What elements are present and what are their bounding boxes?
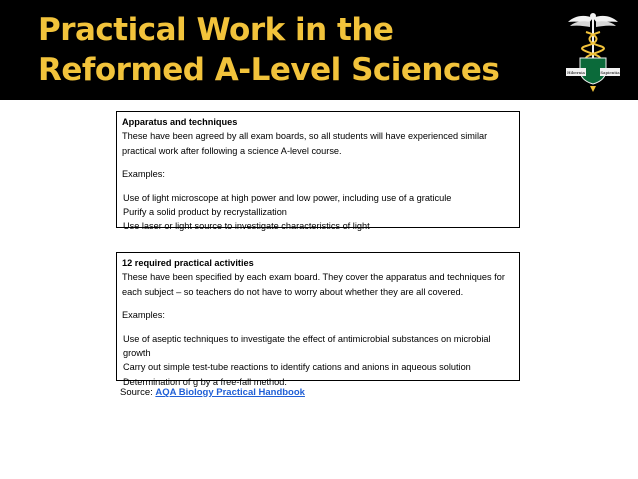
examples-label: Examples: (122, 169, 165, 180)
source-citation (120, 387, 305, 398)
title-bar (0, 0, 638, 100)
box-heading: Apparatus and techniques (122, 117, 238, 127)
list-item: Use laser or light source to investigate characteristics of light (123, 221, 370, 232)
box-heading: 12 required practical activities (122, 258, 254, 268)
list-item: Determination of g by a free-fall method. (123, 376, 287, 387)
examples-list (122, 332, 515, 390)
list-item: Purify a solid product by recrystallization (123, 207, 287, 218)
box-intro: These have been agreed by all exam boards, so all students will have experienced similar practical work after following a science A-level course. (122, 131, 488, 156)
box-intro: These have been specified by each exam board. They cover the apparatus and techniques for each subject – so teachers do not have to worry about whether they are all covered. (122, 272, 505, 297)
crest-logo-icon (560, 8, 626, 94)
required-practicals-box (116, 252, 520, 387)
crest-banner-right: Sapientia (600, 70, 620, 75)
title-line-1: Practical Work in the (38, 12, 394, 48)
source-link[interactable]: AQA Biology Practical Handbook (155, 387, 305, 398)
apparatus-techniques-box (116, 111, 520, 232)
source-label: Source: (120, 387, 156, 398)
title-line-2: Reformed A-Level Sciences (38, 52, 500, 88)
slide-title (38, 10, 499, 90)
examples-label: Examples: (122, 310, 165, 321)
list-item: Use of light microscope at high power and low power, including use of a graticule (123, 192, 452, 203)
examples-list (122, 191, 515, 234)
list-item: Use of aseptic techniques to investigate the effect of antimicrobial substances on microbial growth (123, 333, 491, 359)
crest-banner-left: Hibernia (567, 70, 585, 75)
list-item: Carry out simple test-tube reactions to identify cations and anions in aqueous solution (123, 362, 471, 373)
